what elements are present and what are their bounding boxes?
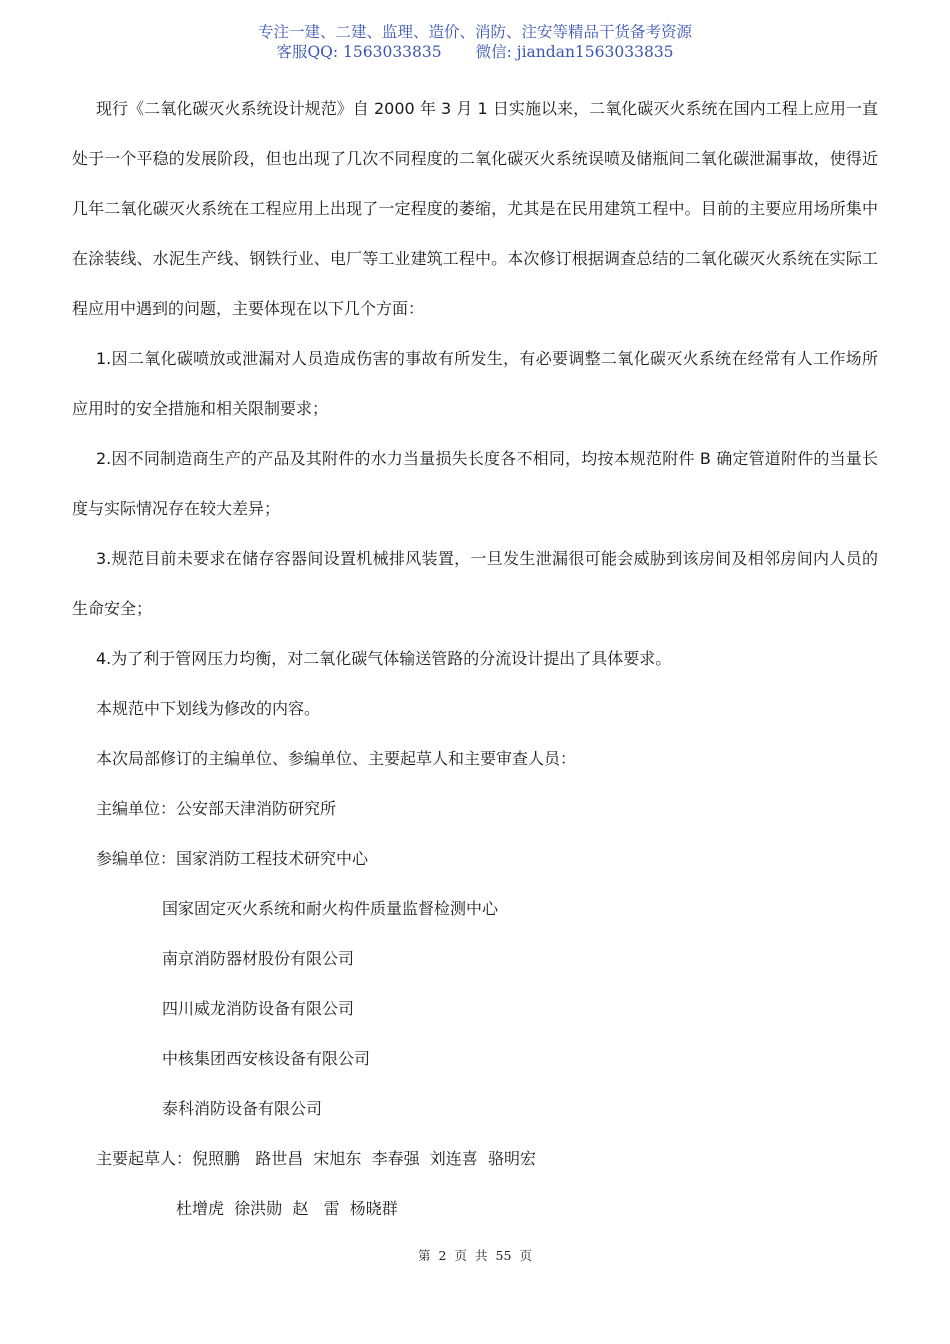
- header-contact: [0, 42, 950, 62]
- drafters-line-2: 杜增虎 徐洪勋 赵 雷 杨晓群: [176, 1199, 398, 1218]
- issue-item-4: 4.为了利于管网压力均衡，对二氧化碳气体输送管路的分流设计提出了具体要求。: [96, 649, 672, 668]
- footer-total-label: 共: [475, 1248, 488, 1263]
- footer-prefix: 第: [418, 1248, 431, 1263]
- intro-paragraph: 现行《二氧化碳灭火系统设计规范》自 2000 年 3 月 1 日实施以来，二氧化碳灭火系统在国内工程上应用一直处于一个平稳的发展阶段，但也出现了几次不同程度的二氧化碳灭火系统误喷及储瓶间二氧化碳泄漏事故，使得近几年二氧化碳灭火系统在工程应用上出现了一定程度的萎缩，尤其是在民用建筑工程中。目前的主要应用场所集中在涂装线、水泥生产线、钢铁行业、电厂等工业建筑工程中。本次修订根据调查总结的二氧化碳灭火系统在实际工程应用中遇到的问题，主要体现在以下几个方面：: [72, 99, 878, 318]
- issue-item-1: 1.因二氧化碳喷放或泄漏对人员造成伤害的事故有所发生，有必要调整二氧化碳灭火系统在经常有人工作场所应用时的安全措施和相关限制要求；: [72, 349, 878, 418]
- units-intro: 本次局部修订的主编单位、参编单位、主要起草人和主要审查人员：: [96, 749, 577, 768]
- document-body: [72, 84, 878, 1234]
- participating-unit: 泰科消防设备有限公司: [162, 1099, 323, 1118]
- issue-item-3: 3.规范目前未要求在储存容器间设置机械排风装置，一旦发生泄漏很可能会威胁到该房间及相邻房间内人员的生命安全；: [72, 549, 878, 618]
- footer-total-pages: 55: [495, 1248, 512, 1263]
- participating-unit: 国家固定灭火系统和耐火构件质量监督检测中心: [162, 899, 499, 918]
- header-qq: 客服QQ: 1563033835: [276, 43, 442, 61]
- chief-unit: 主编单位：公安部天津消防研究所: [96, 799, 337, 818]
- header-slogan: 专注一建、二建、监理、造价、消防、注安等精品干货备考资源: [257, 23, 692, 41]
- footer-page-number: 2: [438, 1248, 447, 1263]
- issue-item-2: 2.因不同制造商生产的产品及其附件的水力当量损失长度各不相同，均按本规范附件 B 确定管道附件的当量长度与实际情况存在较大差异；: [72, 449, 878, 518]
- participating-unit: 南京消防器材股份有限公司: [162, 949, 355, 968]
- underline-note: 本规范中下划线为修改的内容。: [96, 699, 321, 718]
- header-wechat: 微信: jiandan1563033835: [475, 43, 674, 61]
- page-header: [0, 22, 950, 62]
- participating-unit-first: 参编单位：国家消防工程技术研究中心: [96, 849, 369, 868]
- drafters-line-1: 主要起草人：倪照鹏 路世昌 宋旭东 李春强 刘连喜 骆明宏: [96, 1149, 536, 1168]
- footer-page-label: 页: [454, 1248, 468, 1263]
- footer-suffix: 页: [519, 1248, 532, 1263]
- page-footer: [0, 1246, 950, 1264]
- participating-unit: 中核集团西安核设备有限公司: [162, 1049, 371, 1068]
- participating-unit: 四川威龙消防设备有限公司: [162, 999, 355, 1018]
